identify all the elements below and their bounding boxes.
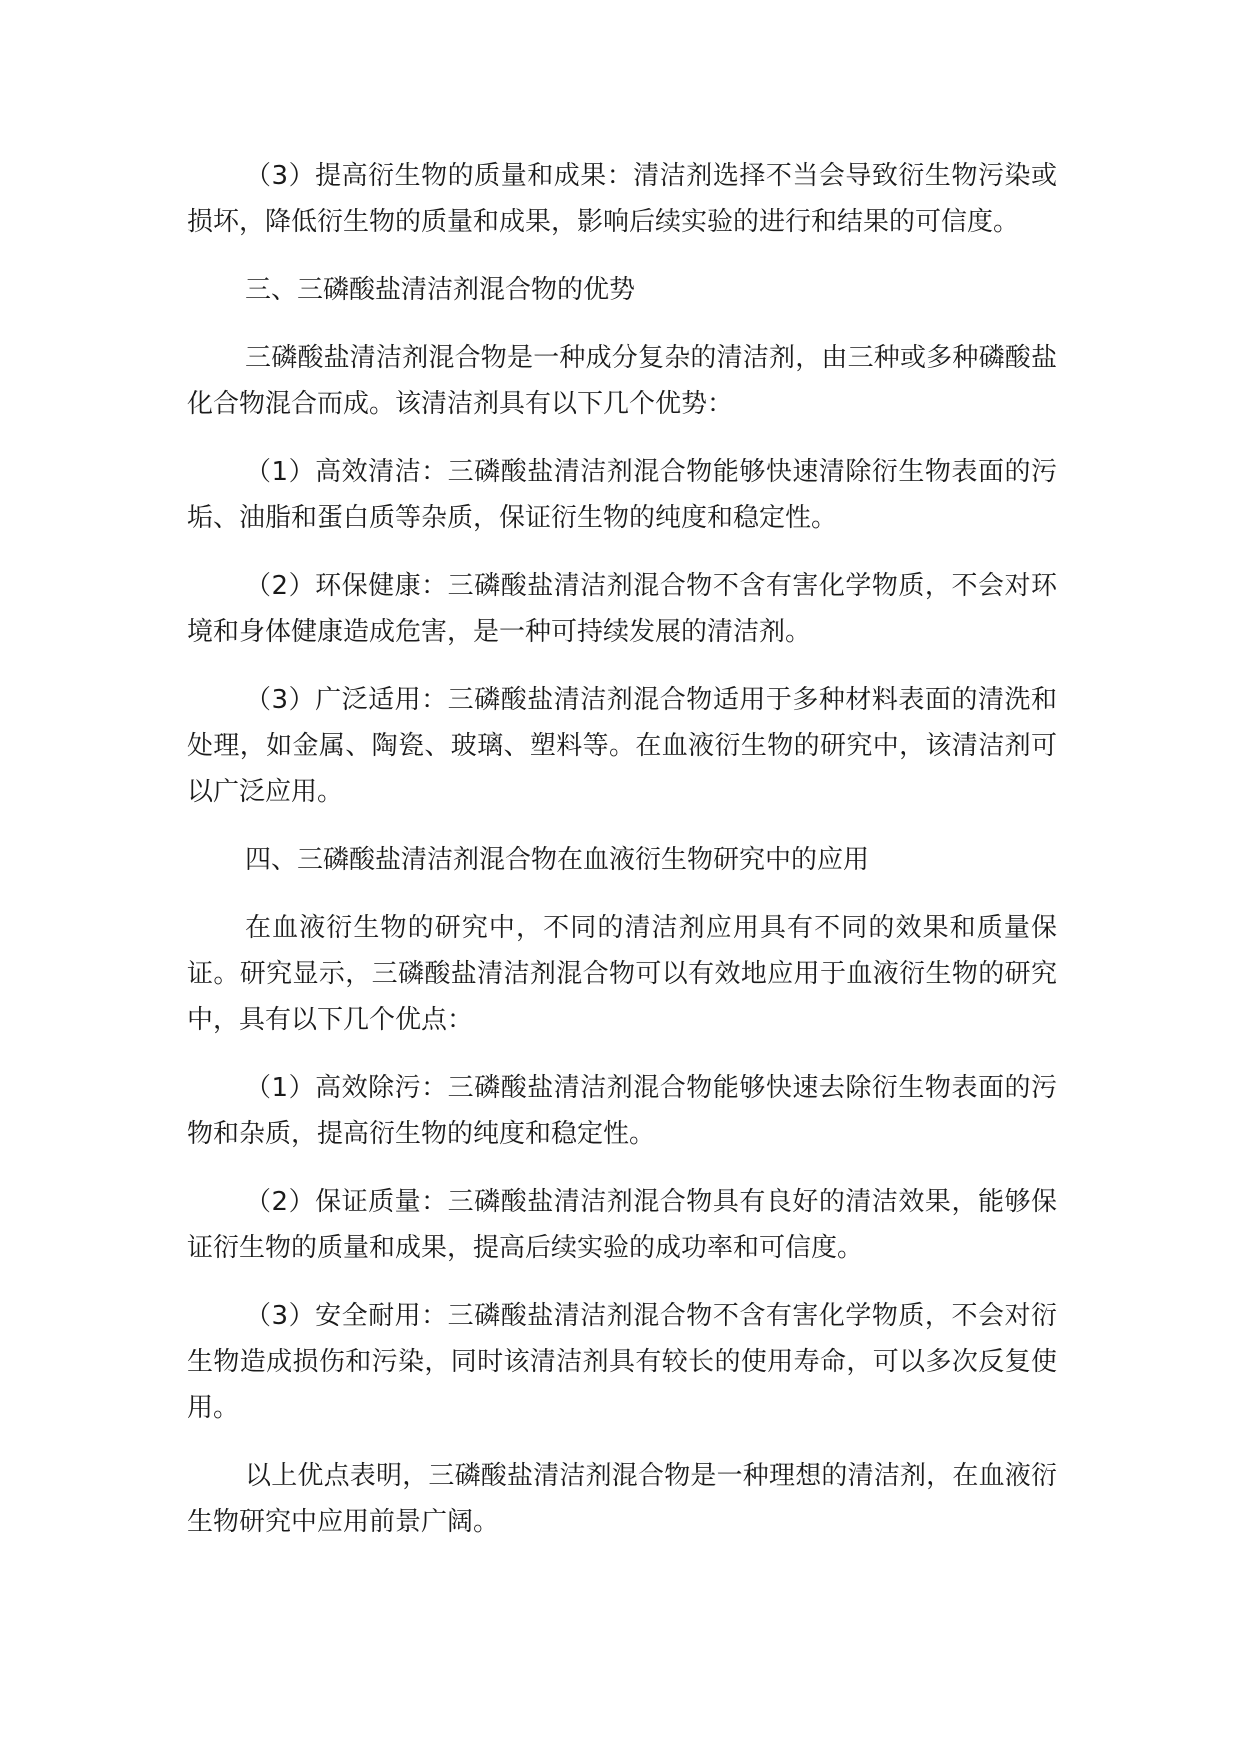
paragraph-conclusion: 以上优点表明，三磷酸盐清洁剂混合物是一种理想的清洁剂，在血液衍生物研究中应用前景广阔。 — [187, 1461, 1057, 1537]
paragraph-item-3-wide-use: （3）广泛适用：三磷酸盐清洁剂混合物适用于多种材料表面的清洗和处理，如金属、陶瓷、玻璃、塑料等。在血液衍生物的研究中，该清洁剂可以广泛应用。 — [187, 685, 1057, 807]
paragraph-item-1-decontamination: （1）高效除污：三磷酸盐清洁剂混合物能够快速去除衍生物表面的污物和杂质，提高衍生物的纯度和稳定性。 — [187, 1073, 1057, 1149]
paragraph-item-2-eco-health: （2）环保健康：三磷酸盐清洁剂混合物不含有害化学物质，不会对环境和身体健康造成危害，是一种可持续发展的清洁剂。 — [187, 571, 1057, 647]
paragraph-item-1-efficient-cleaning: （1）高效清洁：三磷酸盐清洁剂混合物能够快速清除衍生物表面的污垢、油脂和蛋白质等杂质，保证衍生物的纯度和稳定性。 — [187, 457, 1057, 533]
document-page — [187, 153, 1057, 1545]
section-heading-4: 四、三磷酸盐清洁剂混合物在血液衍生物研究中的应用 — [245, 845, 870, 875]
paragraph-intro-advantages: 三磷酸盐清洁剂混合物是一种成分复杂的清洁剂，由三种或多种磷酸盐化合物混合而成。该清洁剂具有以下几个优势： — [187, 343, 1057, 419]
paragraph-item-3-safe-durable: （3）安全耐用：三磷酸盐清洁剂混合物不含有害化学物质，不会对衍生物造成损伤和污染，同时该清洁剂具有较长的使用寿命，可以多次反复使用。 — [187, 1301, 1057, 1423]
paragraph-item-3-quality: （3）提高衍生物的质量和成果：清洁剂选择不当会导致衍生物污染或损坏，降低衍生物的质量和成果，影响后续实验的进行和结果的可信度。 — [187, 161, 1057, 237]
section-heading-3: 三、三磷酸盐清洁剂混合物的优势 — [245, 275, 636, 305]
paragraph-intro-application: 在血液衍生物的研究中，不同的清洁剂应用具有不同的效果和质量保证。研究显示，三磷酸盐清洁剂混合物可以有效地应用于血液衍生物的研究中，具有以下几个优点： — [187, 913, 1057, 1035]
paragraph-item-2-quality-assurance: （2）保证质量：三磷酸盐清洁剂混合物具有良好的清洁效果，能够保证衍生物的质量和成果，提高后续实验的成功率和可信度。 — [187, 1187, 1057, 1263]
